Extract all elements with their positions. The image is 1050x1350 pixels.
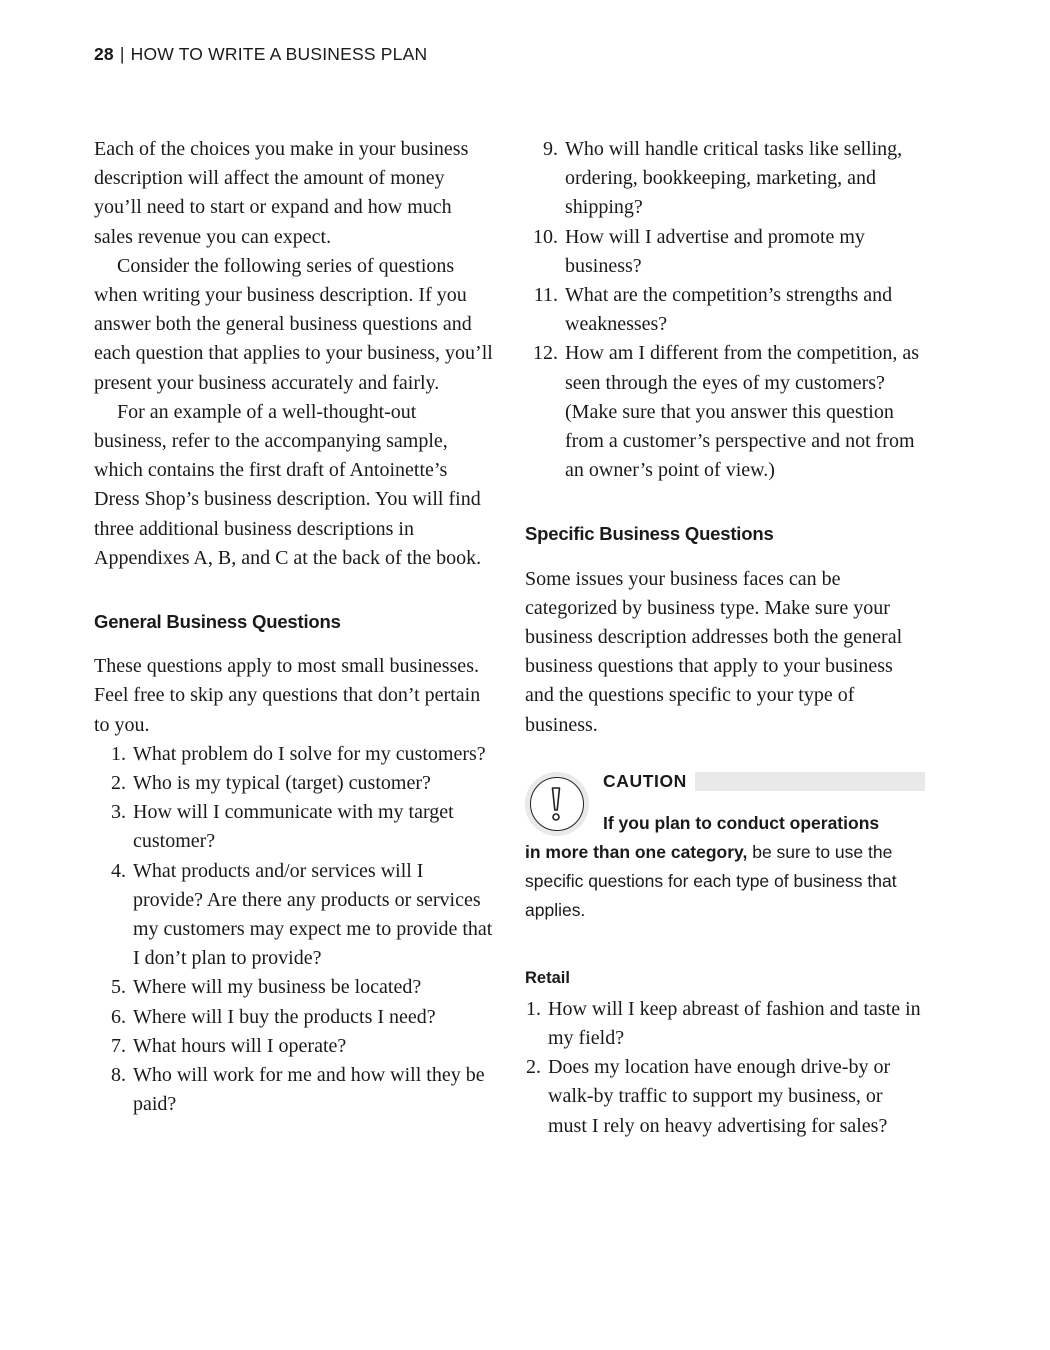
list-item: [94, 740, 494, 769]
item-number: 10.: [533, 225, 558, 248]
caution-title-bar: [603, 772, 925, 791]
list-item: [94, 798, 494, 856]
example-paragraph: For an example of a well-thought-out business, refer to the accompanying sample, which contains the first draft of Antoinette’s Dress Shop’s business description. You will find three additional business descriptions in Appendixes A, B, and C at the back of the book.: [94, 400, 482, 569]
list-item: [525, 223, 925, 281]
header-separator: |: [119, 44, 125, 64]
list-item: [525, 339, 925, 485]
list-item: [94, 769, 494, 798]
item-text: How will I advertise and promote my business?: [565, 225, 865, 277]
caution-bold-line1: If you plan to conduct operations: [603, 812, 880, 833]
item-text: How will I keep abreast of fashion and taste in my field?: [548, 997, 921, 1050]
retail-heading: Retail: [525, 968, 570, 987]
list-item: [525, 281, 925, 339]
running-header: [94, 44, 427, 65]
item-number: 6.: [111, 1005, 126, 1028]
item-text: Where will I buy the products I need?: [133, 1005, 436, 1028]
item-text: What problem do I solve for my customers?: [133, 742, 486, 765]
item-number: 5.: [111, 976, 126, 999]
list-item: [94, 1032, 494, 1061]
caution-bold-line2: in more than one category,: [525, 842, 748, 863]
item-text: What hours will I operate?: [133, 1034, 347, 1057]
intro-paragraph: Each of the choices you make in your business description will affect the amount of money you’ll need to start or expand and how much sales revenue you can expect.: [94, 138, 469, 248]
item-text: How will I communicate with my target customer?: [133, 801, 454, 853]
exclamation-icon: [530, 777, 582, 829]
item-text: What are the competition’s strengths and weaknesses?: [565, 284, 893, 336]
item-number: 11.: [533, 284, 558, 307]
page-number: 28: [94, 44, 114, 64]
list-item: [525, 995, 925, 1053]
caution-box: [525, 772, 925, 926]
item-number: 9.: [543, 138, 558, 160]
list-item: [525, 1053, 925, 1141]
item-text: Who will handle critical tasks like selling, ordering, bookkeeping, marketing, and shipping?: [565, 138, 903, 219]
item-text: Does my location have enough drive-by or walk-by traffic to support my business, or must I rely on heavy advertising for sales?: [548, 1056, 891, 1137]
consider-paragraph: Consider the following series of questions when writing your business description. If you answer both the general business questions and each question that applies to your business, you’ll present your business accurately and fairly.: [94, 254, 493, 394]
item-text: Who is my typical (target) customer?: [133, 772, 431, 795]
general-questions-list: [94, 740, 494, 1120]
item-number: 1.: [526, 997, 541, 1020]
specific-questions-heading: Specific Business Questions: [525, 523, 774, 545]
item-number: 7.: [111, 1034, 126, 1057]
item-text: How am I different from the competition, as seen through the eyes of my customers? (Make sure that you answer this question from a customer’s perspective and not from an owner’s point of view.): [565, 342, 919, 482]
list-item: [94, 857, 494, 974]
list-item: [94, 1061, 494, 1119]
running-title: HOW TO WRITE A BUSINESS PLAN: [130, 44, 428, 64]
item-number: 3.: [111, 801, 126, 824]
item-number: 1.: [111, 742, 126, 765]
item-number: 2.: [526, 1056, 541, 1079]
item-text: What products and/or services will I provide? Are there any products or services my customers may expect me to provide that I don’t plan to provide?: [133, 859, 493, 970]
specific-questions-intro: Some issues your business faces can be categorized by business type. Make sure your business description addresses both the general business questions that apply to your business and the questions specific to your type of business.: [525, 567, 903, 736]
item-text: Where will my business be located?: [133, 976, 422, 999]
retail-questions-list: [525, 995, 925, 1141]
list-item: [94, 973, 494, 1002]
item-number: 12.: [533, 342, 558, 365]
item-number: 4.: [111, 859, 126, 882]
left-column: [94, 135, 494, 1120]
right-column: [525, 135, 925, 1141]
general-questions-heading: General Business Questions: [94, 611, 341, 633]
list-item: [94, 1003, 494, 1032]
general-questions-continued-list: [525, 135, 925, 485]
item-text: Who will work for me and how will they be paid?: [133, 1064, 485, 1116]
list-item: [525, 135, 925, 223]
caution-rest: be sure to use the specific questions for each type of business that applies.: [525, 842, 897, 921]
item-number: 2.: [111, 772, 126, 795]
caution-text: [525, 809, 925, 926]
item-number: 8.: [111, 1064, 126, 1087]
caution-label: CAUTION: [603, 771, 695, 791]
caution-badge: [525, 772, 589, 836]
general-questions-intro: These questions apply to most small businesses. Feel free to skip any questions that don’t pertain to you.: [94, 655, 481, 736]
